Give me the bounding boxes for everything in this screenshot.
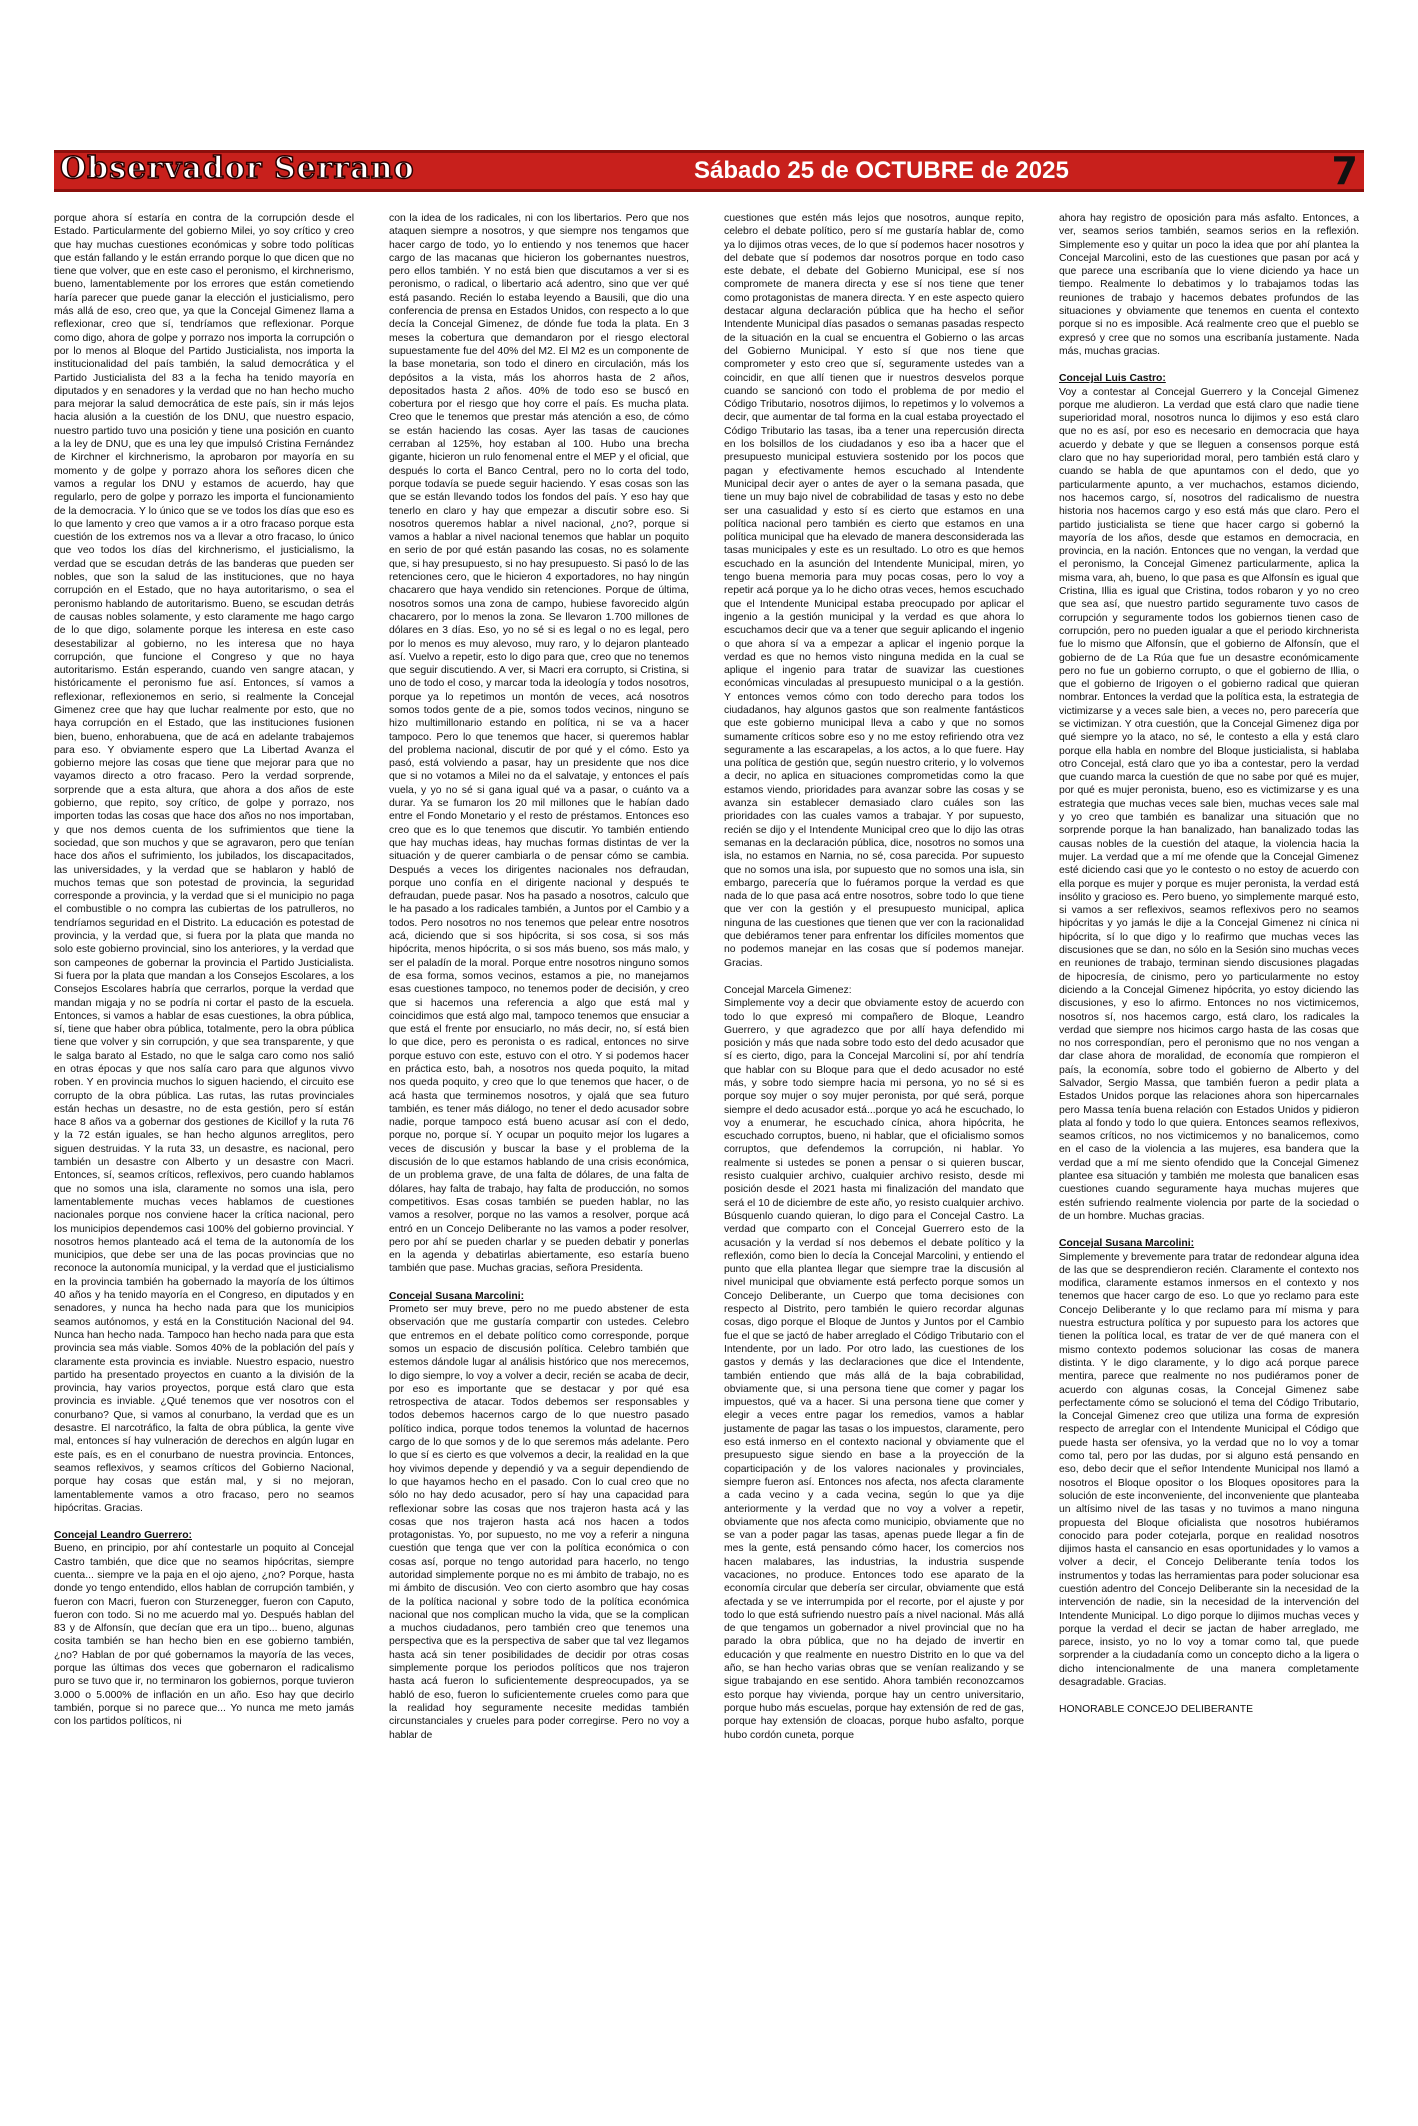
paragraph: Voy a contestar al Concejal Guerrero y la Concejal Gimenez porque me aludieron. La verdad que está claro que nadie tiene superioridad moral, nosotros nunca lo dijimos y eso está claro que no es así, por eso es necesario en democracia que haya acuerdo y debate y que se lleguen a consensos porque está claro que no hay superioridad moral, pero también está claro y cuando se habla de que apuntamos con el dedo, que yo particularmente apunto, a ver muchachos, estamos diciendo, nos hacemos cargo, sí, nosotros del radicalismo de nuestra historia nos hacemos cargo y eso está más que claro. Pero el partido justicialista se tiene que hacer cargo si gobernó la mayoría de los años, desde que estamos en democracia, en provincia, en la nación. Entonces que no vengan, la verdad que el peronismo, la Concejal Gimenez particularmente, aplica la misma vara, ah, bueno, lo que pasa es que Alfonsín es igual que Cristina, Illia es igual que Cristina, todos robaron y yo no creo que sea así, que nuestro partido seguramente tuvo casos de corrupción y seguramente todos los gobiernos tienen caso de corrupción, pero no pueden igualar a que el periodo kirchnerista fue lo mismo que Alfonsín, que el gobierno de Alfonsín, que el gobierno de de La Rúa que fue un desastre económicamente pero no fue un gobierno corrupto, o que el gobierno de Illia, o que el gobierno de Irigoyen o el gobierno radical que quieran nombrar. Entonces la verdad que la política esta, la estrategia de victimizarse y a veces sale bien, a veces no, pero parecería que se victimizan. Y otra cuestión, que la Concejal Gimenez diga por qué siempre yo la ataco, no sé, le contesto a ella y está claro porque ella habla en nombre del Bloque justicialista, si hablaba otro Concejal, está claro que yo iba a contestar, pero la verdad que cuando marca la cuestión de que no sabe por qué es mujer, por qué es mujer peronista, bueno, eso es victimizarse y es una estrategia que muchas veces sale bien, muchas veces sale mal y yo creo que también es banalizar una situación que no sorprende porque la han banalizado, han banalizado todas las causas nobles de la cuestión del ataque, la violencia hacia la mujer. La verdad que a mí me ofende que la Concejal Gimenez esté diciendo casi que yo le contesto o no estoy de acuerdo con ella porque es mujer y porque es mujer peronista, la verdad está insólito y gracioso es. Pero bueno, yo simplemente marqué esto, si vamos a ser reflexivos, seamos reflexivos pero no seamos hipócritas y yo jamás le dije a la Concejal Gimenez ni cínica ni hipócrita, sí lo que digo y lo reafirmo que muchas veces las discusiones que se dan, no sólo en la Sesión sino muchas veces en reuniones de trabajo, terminan siendo discusiones plagadas de hipocresía, de cinismo, pero yo particularmente no estoy diciendo a la Concejal Gimenez hipócrita, yo estoy diciendo las discusiones, y eso lo afirmo. Entonces no nos victimicemos, nosotros sí, nos hacemos cargo, está claro, los radicales la verdad que siempre nos hicimos cargo hasta de las cosas que no nos correspondían, pero el peronismo que no nos vengan a dar clase ahora de moralidad, de economía que rompieron el país, la economía, sobre todo el gobierno de Alberto y del Salvador, Sergio Massa, que también fueron a pedir plata a Estados Unidos porque las relaciones ahora son hipercarnales pero Massa tenía buena relación con Estados Unidos y pidieron plata al fondo y todo lo que quiera. Entonces seamos reflexivos, seamos críticos, no nos victimicemos y no banalicemos, como en el caso de la violencia a las mujeres, esa bandera que la verdad que a mí me siento ofendido que la Concejal Gimenez plantee esa situación y también me molesta que banalicen esas cuestiones cuando seguramente haya muchas mujeres que estén sufriendo realmente violencia por parte de la sociedad o de un hombre. Muchas gracias.	[1059, 386, 1359, 1222]
speaker-heading: Concejal Luis Castro:	[1059, 373, 1166, 385]
issue-date: Sábado 25 de OCTUBRE de 2025	[694, 157, 1069, 184]
paragraph: porque ahora sí estaría en contra de la corrupción desde el Estado. Particularmente del gobierno Milei, yo soy crítico y creo que hay muchas cuestiones económicas y sobre todo políticas que están fallando y le están errando porque lo que dicen que no tiene que volver, que en este caso el peronismo, el kirchnerismo, bueno, lamentablemente por los errores que están cometiendo haría parecer que puede ganar la elección el justicialismo, pero más allá de eso, creo que, ya que la Concejal Gimenez llama a reflexionar, creo que sí, tendríamos que reflexionar. Porque como digo, ahora de golpe y porrazo nos importa la corrupción o por lo menos al Bloque del Partido Justicialista, nos importa la institucionalidad del país también, la salud democrática y el Partido Justicialista del 83 a la fecha ha tenido mayoría en diputados y en senadores y la verdad que no han hecho mucho para mejorar la salud democrática de este país, sin ir más lejos hacia alusión a la cuestión de los DNU, que nuestro espacio, nuestro partido tuvo una posición y tiene una posición en cuanto a la ley de DNU, que es una ley que impulsó Cristina Fernández de Kirchner el kirchnerismo, la aprobaron por mayoría en su momento y de golpe y porrazo ahora los señores dicen che vamos a regular los DNU y estamos de acuerdo, hay que regularlo, pero de golpe y porrazo les importa el funcionamiento de la democracia. Y lo único que se ve todos los días que eso es lo que lamento y creo que vamos a ir a otro fracaso porque esta cuestión de los extremos nos va a llevar a otro fracaso, lo único que veo todos los días del kirchnerismo, el justicialismo, la verdad que se escudan detrás de las banderas que pueden ser nobles, que son la salud de las instituciones, que no haya corrupción en el Estado, que no haya autoritarismo, o sea el peronismo hablando de autoritarismo. Bueno, se escudan detrás de causas nobles solamente, y esto claramente me hago cargo de lo que digo, solamente porque les interesa en este caso desestabilizar al gobierno, no les interesa que no haya corrupción, que funcione el Congreso y que no haya autoritarismo. Están esperando, cuando ven sangre atacan, y históricamente el peronismo fue así. Entonces, sí vamos a reflexionar, reflexionemos en serio, si realmente la Concejal Gimenez cree que hay que luchar realmente por esto, que no haya corrupción en el Estado, que las instituciones fusionen bien, bueno, enhorabuena, que de acá en adelante trabajemos para eso. Y obviamente espero que La Libertad Avanza el gobierno mejore las cosas que tiene que mejorar para que no vayamos directo a otro fracaso. Pero la verdad sorprende, sorprende que a esta altura, que ahora a dos años de este gobierno, que repito, soy crítico, de golpe y porrazo, nos importen todas las cosas que hace dos años no nos importaban, y que nos demos cuenta de los sufrimientos que tiene la sociedad, que son muchos y que se agravaron, pero que tenían hace dos años el sufrimiento, los jubilados, los discapacitados, las universidades, y la verdad que se hablaron y habló de muchos temas que son potestad de provincia, la seguridad corresponde a provincia, y la verdad que si el municipio no paga el combustible o no compra las cubiertas de los patrulleros, no tendríamos seguridad en el Distrito. La educación es potestad de provincia, y la verdad que, si fuera por la plata que manda no solo este gobierno provincial, sino los anteriores, y la verdad que son campeones de gobernar la provincia el Partido Justicialista. Si fuera por la plata que mandan a los Consejos Escolares, a los Consejos Escolares habría que cerrarlos, porque la verdad que mandan migaja y no se podría ni cortar el pasto de la escuela. Entonces, si vamos a hablar de esas cuestiones, la obra pública, sí, tiene que haber obra pública, totalmente, pero la obra pública tiene que volver y sin corrupción, y que sea transparente, y que le salga barato al Estado, no que le salga caro como nos salió en otras épocas y que nos salía caro para que algunos vivvo roben. Y en provincia muchos lo siguen haciendo, el circuito ese corrupto de la obra pública. Las rutas, las rutas provinciales están hechas un desastre, no de esta gestión, pero sí están hace 8 años va a gobernar dos gestiones de Kicillof y la ruta 76 y la 72 están iguales, se han hecho algunos arreglitos, pero siguen destruidas. Y la ruta 33, un desastre, es nacional, pero también un desastre con Alberto y un desastre con Macri. Entonces, sí, seamos críticos, reflexivos, pero cuando hablamos que no somos una isla, claramente no somos una isla, pero lamentablemente muchas veces hablamos de cuestiones nacionales porque nos conviene hacer la crítica nacional, pero los municipios dependemos casi 100% del gobierno provincial. Y nosotros hemos planteado acá el tema de la autonomía de los municipios, que debe ser una de las pocas provincias que no reconoce la autonomía municipal, y la verdad que el justicialismo en la provincia también ha gobernado la mayoría de los últimos 40 años y ha tenido mayoría en el Congreso, en diputados y en senadores, y nunca ha hecho nada para que los municipios seamos autónomos, y está en la Constitución Nacional del 94. Nunca han hecho nada. Tampoco han hecho nada para que esta provincia sea más viable. Somos 40% de la población del país y claramente esta provincia es inviable. Nuestro espacio, nuestro partido ha presentado proyectos en cuanto a la división de la provincia, hay varios proyectos, porque está claro que esta provincia es inviable. ¿Qué tenemos que ver nosotros con el conurbano? Que, si vamos al conurbano, la verdad que es un desastre. El narcotráfico, la falta de obra pública, la gente vive mal, entonces sí hay vulneración de derechos en algún lugar en este país, es en el conurbano de nuestra provincia. Entonces, seamos reflexivos, y seamos críticos del Gobierno Nacional, porque hay cosas que están mal, y si no mejoran, lamentablemente vamos a otro fracaso, pero no seamos hipócritas. Gracias.	[54, 213, 354, 1514]
paragraph: ahora hay registro de oposición para más asfalto. Entonces, a ver, seamos serios también, seamos serios en la reflexión. Simplemente eso y quitar un poco la idea que por ahí plantea la Concejal Marcolini, esto de las cuestiones que pasan por acá y que parece una escribanía que lo viene diciendo ya hace un tiempo. Realmente lo debatimos y lo trabajamos todas las reuniones de trabajo y hacemos debates profundos de las situaciones y obviamente que tenemos en cuenta el contexto porque si no es imposible. Acá realmente creo que el pueblo se expresó y cree que no somos una escribanía justamente. Nada más, muchas gracias.	[1059, 213, 1359, 357]
paragraph: Simplemente y brevemente para tratar de redondear alguna idea de las que se desprendieron recién. Claramente el contexto nos modifica, claramente estamos inmersos en el contexto y nos tenemos que hacer cargo de eso. Lo que yo reclamo para este Concejo Deliberante y lo que reclamo para mí misma y para nuestra estructura política y por supuesto para los actores que tienen la política local, es tratar de ver de qué manera con el mismo contexto podemos solucionar las cosas de manera distinta. Y le digo claramente, y lo digo acá porque parece mentira, parece que realmente no nos pudiéramos poner de acuerdo con algunas cosas, la Concejal Gimenez sabe perfectamente cómo se solucionó el tema del Código Tributario, la Concejal Gimenez creo que utiliza una forma de expresión respecto de arreglar con el Intendente Municipal el Código que puede hasta ser ofensiva, yo la verdad que no lo voy a tomar como tal, pero por las dudas, por si alguno está pensando en eso, debo decir que el señor Intendente Municipal nos llamó a nosotros el Bloque opositor o los Bloques opositores para la solución de este inconveniente, del inconveniente que planteaba un altísimo nivel de las tasas y no tuvimos a mano ninguna propuesta del Bloque oficialista que nosotros hubiéramos conocido para poder cotejarla, porque en realidad nosotros dijimos hasta el cansancio en esas oportunidades y lo vamos a volver a decir, el Concejo Deliberante tenía todos los instrumentos y todas las herramientas para poder solucionar esa cuestión adentro del Concejo Deliberante sin la necesidad de la intervención de nadie, sin la necesidad de la intervención del Intendente Municipal. Lo digo porque lo dijimos muchas veces y porque la verdad el decir se jactan de haber arreglado, me parece, insisto, yo no lo voy a tomar como tal, que puede sorprender a la ciudadanía como un concepto dicho a la ligera o dicho intencionalmente de una manera completamente desagradable. Gracias.	[1059, 1251, 1359, 1689]
paragraph: cuestiones que estén más lejos que nosotros, aunque repito, celebro el debate político, pero sí me gustaría hablar de, como ya lo dijimos otras veces, de lo que sí podemos hacer nosotros y del debate que sí podemos dar nosotros porque en todo caso este debate, el debate del Gobierno Municipal, ese sí nos compromete de manera directa y ese sí nos tiene que tener como protagonistas de manera directa. Y en este aspecto quiero destacar alguna declaración pública que ha hecho el señor Intendente Municipal días pasados o semanas pasadas respecto de la situación en la cual se encuentra el Gobierno o las arcas del Gobierno Municipal. Y esto sí que nos tiene que comprometer y esto creo que sí, seguramente ustedes van a coincidir, en que allí tienen que ir nuestros desvelos porque cuando se sancionó con todo el problema de por medio el Código Tributario, nosotros dijimos, lo repetimos y lo volvemos a decir, que aumentar de tal forma en la cual estaba proyectado el Código Tributario las tasas, iba a tener una repercusión directa en los bolsillos de los ciudadanos y eso iba a hacer que el presupuesto municipal estuviera sostenido por los pocos que pagan y efectivamente hemos escuchado al Intendente Municipal decir ayer o antes de ayer o la semana pasada, que tiene un muy bajo nivel de cobrabilidad de tasas y esto no debe ser una casualidad y esto sí es cierto que estamos en una política nacional pero también es cierto que estamos en una política municipal que ha elevado de manera desconsiderada las tasas municipales y este es un resultado. Lo otro es que hemos escuchado en la asunción del Intendente Municipal, miren, yo tengo buena memoria para muy pocas cosas, pero lo voy a repetir acá porque ya lo he dicho otras veces, hemos escuchado que el Intendente Municipal estaba preocupado por aplicar el ingenio a la gestión municipal y la verdad es que ahora lo escuchamos decir que va a tener que seguir aplicando el ingenio o que ahora sí va a empezar a aplicar el ingenio porque la verdad es que no hemos visto ninguna medida en la cual se aplique el ingenio para tratar de suavizar las cuestiones económicas vinculadas al presupuesto municipal o a la gestión. Y entonces vemos cómo con todo derecho para todos los ciudadanos, hay algunos gastos que son realmente fantásticos que este gobierno municipal lleva a cabo y que no somos sumamente críticos sobre eso y no me estoy refiriendo otra vez seguramente a las escarapelas, a los actos, a lo que fuere. Hay una política de gestión que, según nuestro criterio, y lo volvemos a decir, no aplica en situaciones comprometidas como la que estamos viendo, prioridades para avanzar sobre las cosas y se avanza sin establecer demasiado claro cuáles son las prioridades con las cuales vamos a trabajar. Y por supuesto, recién se dijo y el Intendente Municipal creo que lo dijo las otras semanas en la declaración pública, dice, nosotros no somos una isla, no estamos en Narnia, no sé, cosa parecida. Por supuesto que no somos una isla, por supuesto que no somos una isla, sin embargo, parecería que lo fuéramos porque la verdad es que nada de lo que pasa acá entre nosotros, sobre todo lo que tiene que ver con la gestión y el presupuesto municipal, aplica ninguna de las cuestiones que tienen que ver con la racionalidad que debiéramos tener para enfrentar los difíciles momentos que no podemos manejar en las cosas que sí podemos manejar. Gracias.	[724, 213, 1024, 969]
newspaper-logo: Observador Serrano	[60, 151, 415, 186]
paragraph: con la idea de los radicales, ni con los libertarios. Pero que nos ataquen siempre a nosotros, y que siempre nos tengamos que hacer cargo de todo, yo lo entiendo y nos tenemos que hacer cargo de las macanas que hicieron los gobernantes nuestros, pero ellos también. Y no está bien que discutamos a ver si es peronismo, o radical, o libertario acá adentro, sino que ver qué está pasando. Recién lo estaba leyendo a Bausili, que dio una conferencia de prensa en Estados Unidos, con respecto a lo que decía la Concejal Gimenez, de dónde fue toda la plata. En 3 meses la cobertura que demandaron por el riesgo electoral supuestamente fue del 40% del M2. El M2 es un componente de la base monetaria, son todo el dinero en circulación, más los depósitos a la vista, más los ahorros hasta de 2 años, depositados hasta 2 años. 40% de todo eso se buscó en cobertura por el riesgo que hoy corre el país. Es mucha plata. Creo que le tenemos que prestar más atención a eso, de cómo se están haciendo las cosas. Ayer las tasas de cauciones cerraban al 125%, hoy estaban al 100. Hubo una brecha gigante, hicieron un rulo fenomenal entre el MEP y el oficial, que después lo corta el Banco Central, pero no lo corta del todo, porque todavía se puede seguir haciendo. Y esas cosas son las que se están llevando todos los fondos del país. Y eso hay que tenerlo en claro y hay que empezar a discutir sobre eso. Si nosotros queremos hablar a nivel nacional, ¿no?, porque si vamos a hablar a nivel nacional tenemos que hablar un poquito en serio de por qué están pasando las cosas, no es solamente que, si hay presupuesto, si no hay presupuesto. Si pasó lo de las retenciones cero, que le hicieron 4 exportadores, no hay ningún chacarero que haya vendido sin retenciones. Porque de última, nosotros somos una zona de campo, hubiese favorecido algún chacarero, por lo menos la zona. Se llevaron 1.700 millones de dólares en 3 días. Eso, yo no sé si es legal o no es legal, pero por lo menos es muy alevoso, muy raro, y lo dejaron planteado así. Vuelvo a repetir, esto lo digo para que, creo que no tenemos que seguir discutiendo. A ver, si Macri era corrupto, si Cristina, si uno de todo el coso, y marcar toda la ideología y todos nosotros, porque ya lo repetimos un montón de veces, acá nosotros somos todos gente de a pie, somos todos vecinos, ninguno se hizo multimillonario estando en política, ni se va a hacer tampoco. Pero lo que tenemos que hacer, si queremos hablar del problema nacional, discutir de por qué y el cómo. Esto ya pasó, está volviendo a pasar, hay un presidente que nos dice que si no votamos a Milei no da el salvataje, y entonces el país vuela, y yo no sé si gana igual qué va a pasar, o cuánto va a durar. Ya se fumaron los 20 mil millones que le habían dado entre el Fondo Monetario y el resto de préstamos. Entonces eso creo que es lo que tenemos que discutir. Yo también entiendo que hay muchas ideas, hay muchas formas distintas de ver la situación y de querer cambiarla o de pensar cómo se cambia. Después a veces los dirigentes nacionales nos defraudan, porque uno confía en el dirigente nacional y después te defraudan, puede pasar. Nos ha pasado a nosotros, calculo que le ha pasado a los radicales también, a Juntos por el Cambio y a todos. Pero nosotros no nos tenemos que pelear entre nosotros acá, diciendo que si sos hipócrita, si sos cosa, si sos más hipócrita, menos hipócrita, o si sos más bueno, sos más malo, y ser el paladín de la moral. Porque entre nosotros ninguno somos de esa forma, somos vecinos, estamos a pie, no manejamos esas cuestiones tampoco, no tenemos poder de decisión, y creo que si hacemos una referencia a algo que está mal y coincidimos que está algo mal, tampoco tenemos que ensuciar a que está el frente por ensuciarlo, no más decir, no, sí está bien lo que dice, pero es peronista o es radical, entonces no sirve porque estuvo con este, estuvo con el otro. Y si podemos hacer en práctica esto, bah, a nosotros nos queda poquito, la mitad nos queda poquito, y creo que lo que tenemos que hacer, o de acá hasta que terminemos nosotros, y ojalá que sea futuro también, es tener más diálogo, no tener el dedo acusador sobre nadie, porque tampoco está bueno acusar así con el dedo, porque no, porque sí. Y ocupar un poquito mejor los lugares a veces de discusión y buscar la base y el problema de la discusión de lo que estamos hablando de una crisis económica, de un problema grave, de una falta de dólares, de una falta de dólares, hay falta de trabajo, hay falta de producción, no somos competitivos. Esas cosas también se pueden hablar, no las vamos a resolver, porque no las vamos a resolver, porque acá entró en un Concejo Deliberante no las vamos a poder resolver, pero por ahí se pueden charlar y se pueden debatir y ponerlas en la agenda y debatirlas abiertamente, eso estaría bueno también que pase. Muchas gracias, señora Presidenta.	[389, 213, 689, 1275]
speaker-heading: Concejal Leandro Guerrero:	[54, 1530, 192, 1542]
signature: HONORABLE CONCEJO DELIBERANTE	[1059, 1704, 1253, 1716]
paragraph: Prometo ser muy breve, pero no me puedo abstener de esta observación que me gustaría compartir con ustedes. Celebro que entremos en el debate político como corresponde, porque somos un espacio de discusión política. Celebro también que estemos dándole lugar al análisis histórico que nos merecemos, lo digo siempre, lo voy a volver a decir, recién se acaba de decir, por eso es importante que se destacar y por qué esa retrospectiva de atacar. Todos debemos ser responsables y todos debemos hacernos cargo de lo que nuestro pasado político indica, porque todos tenemos la voluntad de hacernos cargo de lo que somos y de lo que seremos más adelante. Pero lo que sí es cierto es que volvemos a decir, la realidad en la que hoy vivimos depende y dependió y va a seguir dependiendo de lo que hayamos hecho en el pasado. Con lo cual creo que no sólo no hay dedo acusador, pero sí hay una capacidad para reflexionar sobre las cosas que nos trajeron hasta acá y las cosas que nos trajeron hasta acá nos hacen a todos protagonistas. Yo, por supuesto, no me voy a referir a ninguna cuestión que tenga que ver con la política económica o con cosas así, porque no tengo autoridad para hacerlo, no tengo autoridad simplemente porque no es mi ámbito de trabajo, no es mi ámbito de discusión. Veo con cierto asombro que hay cosas de la política nacional y sobre todo de la política económica nacional que nos complican mucho la vida, que se la complican a muchos ciudadanos, pero también creo que tenemos una perspectiva que es la perspectiva de saber que tal vez llegamos hasta acá sin tener posibilidades de decidir por otras cosas simplemente porque los periodos políticos que nos trajeron hasta acá fueron lo suficientemente despreocupados, ya se habló de eso, fueron lo suficientemente crueles como para que la realidad hoy seguramente necesite medidas también circunstanciales y crueles para poder corregirse. Pero no voy a hablar de	[389, 1304, 689, 1741]
column-4	[1059, 212, 1359, 1717]
paragraph: Simplemente voy a decir que obviamente estoy de acuerdo con todo lo que expresó mi compañero de Bloque, Leandro Guerrero, y que agradezco que por allí haya defendido mi posición y más que nada sobre todo esto del dedo acusador que sí es cierto, digo, para la Concejal Marcolini sí, por ahí tendría que hablar con su Bloque para que el dedo acusador no esté más, y sobre todo siempre hacia mi persona, yo no sé si es porque soy mujer o soy mujer peronista, por qué será, porque siempre el dedo acusador está...porque yo acá he escuchado, lo voy a enumerar, he escuchado cínica, ahora hipócrita, he escuchado corruptos, bueno, ni hablar, que el oficialismo somos corruptos, que defendemos la corrupción, ni hablar. Yo realmente si ustedes se ponen a pensar o si quieren buscar, resisto cualquier archivo, cualquier archivo resisto, desde mi posición desde el 2021 hasta mi finalización del mandato que será el 10 de diciembre de este año, yo resisto cualquier archivo. Búsquenlo cuando quieran, lo digo para el Concejal Castro. La verdad que comparto con el Concejal Guerrero esto de la acusación y la verdad sí nos debemos el debate político y la reflexión, como bien lo decía la Concejal Marcolini, y entiendo el punto que ella plantea llegar que siempre trae la discusión al nivel municipal que obviamente está perfecto porque somos un Concejo Deliberante, un Cuerpo que toma decisiones con respecto al Distrito, pero también le quiero recordar algunas cosas, digo porque el Bloque de Juntos y Juntos por el Cambio fue el que se jactó de haber arreglado el Código Tributario con el Intendente, por un lado. Por otro lado, las cuestiones de los gastos y demás y las declaraciones que dice el Intendente, también entiendo que más allá de la baja cobrabilidad, obviamente que, si una persona tiene que comer y pagar los impuestos, qué va a hacer. Si una persona tiene que comer y elegir a veces entre pagar los remedios, vamos a hablar justamente de pagar las tasas o los impuestos, claramente, pero eso está inmerso en el contexto nacional y obviamente que el presupuesto sigue siendo en base a la proyección de la coparticipación y de los valores nacionales y provinciales, siempre fueron así. Entonces nos afecta, nos afecta claramente a cada vecino y a cada vecina, según lo que ya dije anteriormente y la verdad que no voy a volver a repetir, obviamente que nos afecta como municipio, obviamente que no se van a poder pagar las tasas, apenas puede llegar a fin de mes la gente, está pensando cómo hacer, los comercios nos hacen malabares, las industrias, la industria suspende vacaciones, no produce. Entonces todo ese aparato de la economía circular que debería ser circular, obviamente que está afectada y se ve interrumpida por el recorte, por el ajuste y por todo lo que está sufriendo nuestro país a nivel nacional. Más allá de que tengamos un gobernador a nivel provincial que no ha parado la obra pública, que no ha dejado de invertir en educación y que realmente en nuestro Distrito en lo que va del año, se han hecho varias obras que se venían realizando y se sigue trabajando en ese sentido. Ahora también reconozcamos esto porque hay vivienda, porque hay un centro universitario, porque hubo más escuelas, porque hay extensión de red de gas, porque hay extensión de cloacas, porque hubo asfalto, porque hubo cordón cuneta, porque	[724, 998, 1024, 1741]
speaker-heading: Concejal Susana Marcolini:	[1059, 1238, 1195, 1250]
masthead	[54, 150, 1364, 192]
speaker-heading: Concejal Susana Marcolini:	[389, 1290, 525, 1302]
speaker-heading: Concejal Marcela Gimenez:	[724, 984, 852, 996]
column-1	[54, 212, 354, 1729]
column-3	[724, 212, 1024, 1742]
column-2	[389, 212, 689, 1742]
paragraph: Bueno, en principio, por ahí contestarle un poquito al Concejal Castro también, que dice que no seamos hipócritas, siempre cuenta... siempre ve la paja en el ojo ajeno, ¿no? Porque, hasta donde yo tengo entendido, ellos hablan de corrupción también, y fueron con Macri, fueron con Sturzenegger, fueron con Caputo, fueron con todo. Si no me acuerdo mal yo. Después hablan del 83 y de Alfonsín, que decían que era un tipo... bueno, algunas cosita también se han hecho bien en ese gobierno también, ¿no? Hablan de por qué gobernamos la mayoría de las veces, porque las últimas dos veces que gobernaron el radicalismo puro se tuvo que ir, no terminaron los gobiernos, porque tuvieron 3.000 o 5.000% de inflación en un año. Eso hay que decirlo también, porque si no parece que... Yo nunca me meto jamás con los partidos políticos, ni	[54, 1543, 354, 1728]
page-number: 7	[1331, 149, 1358, 193]
